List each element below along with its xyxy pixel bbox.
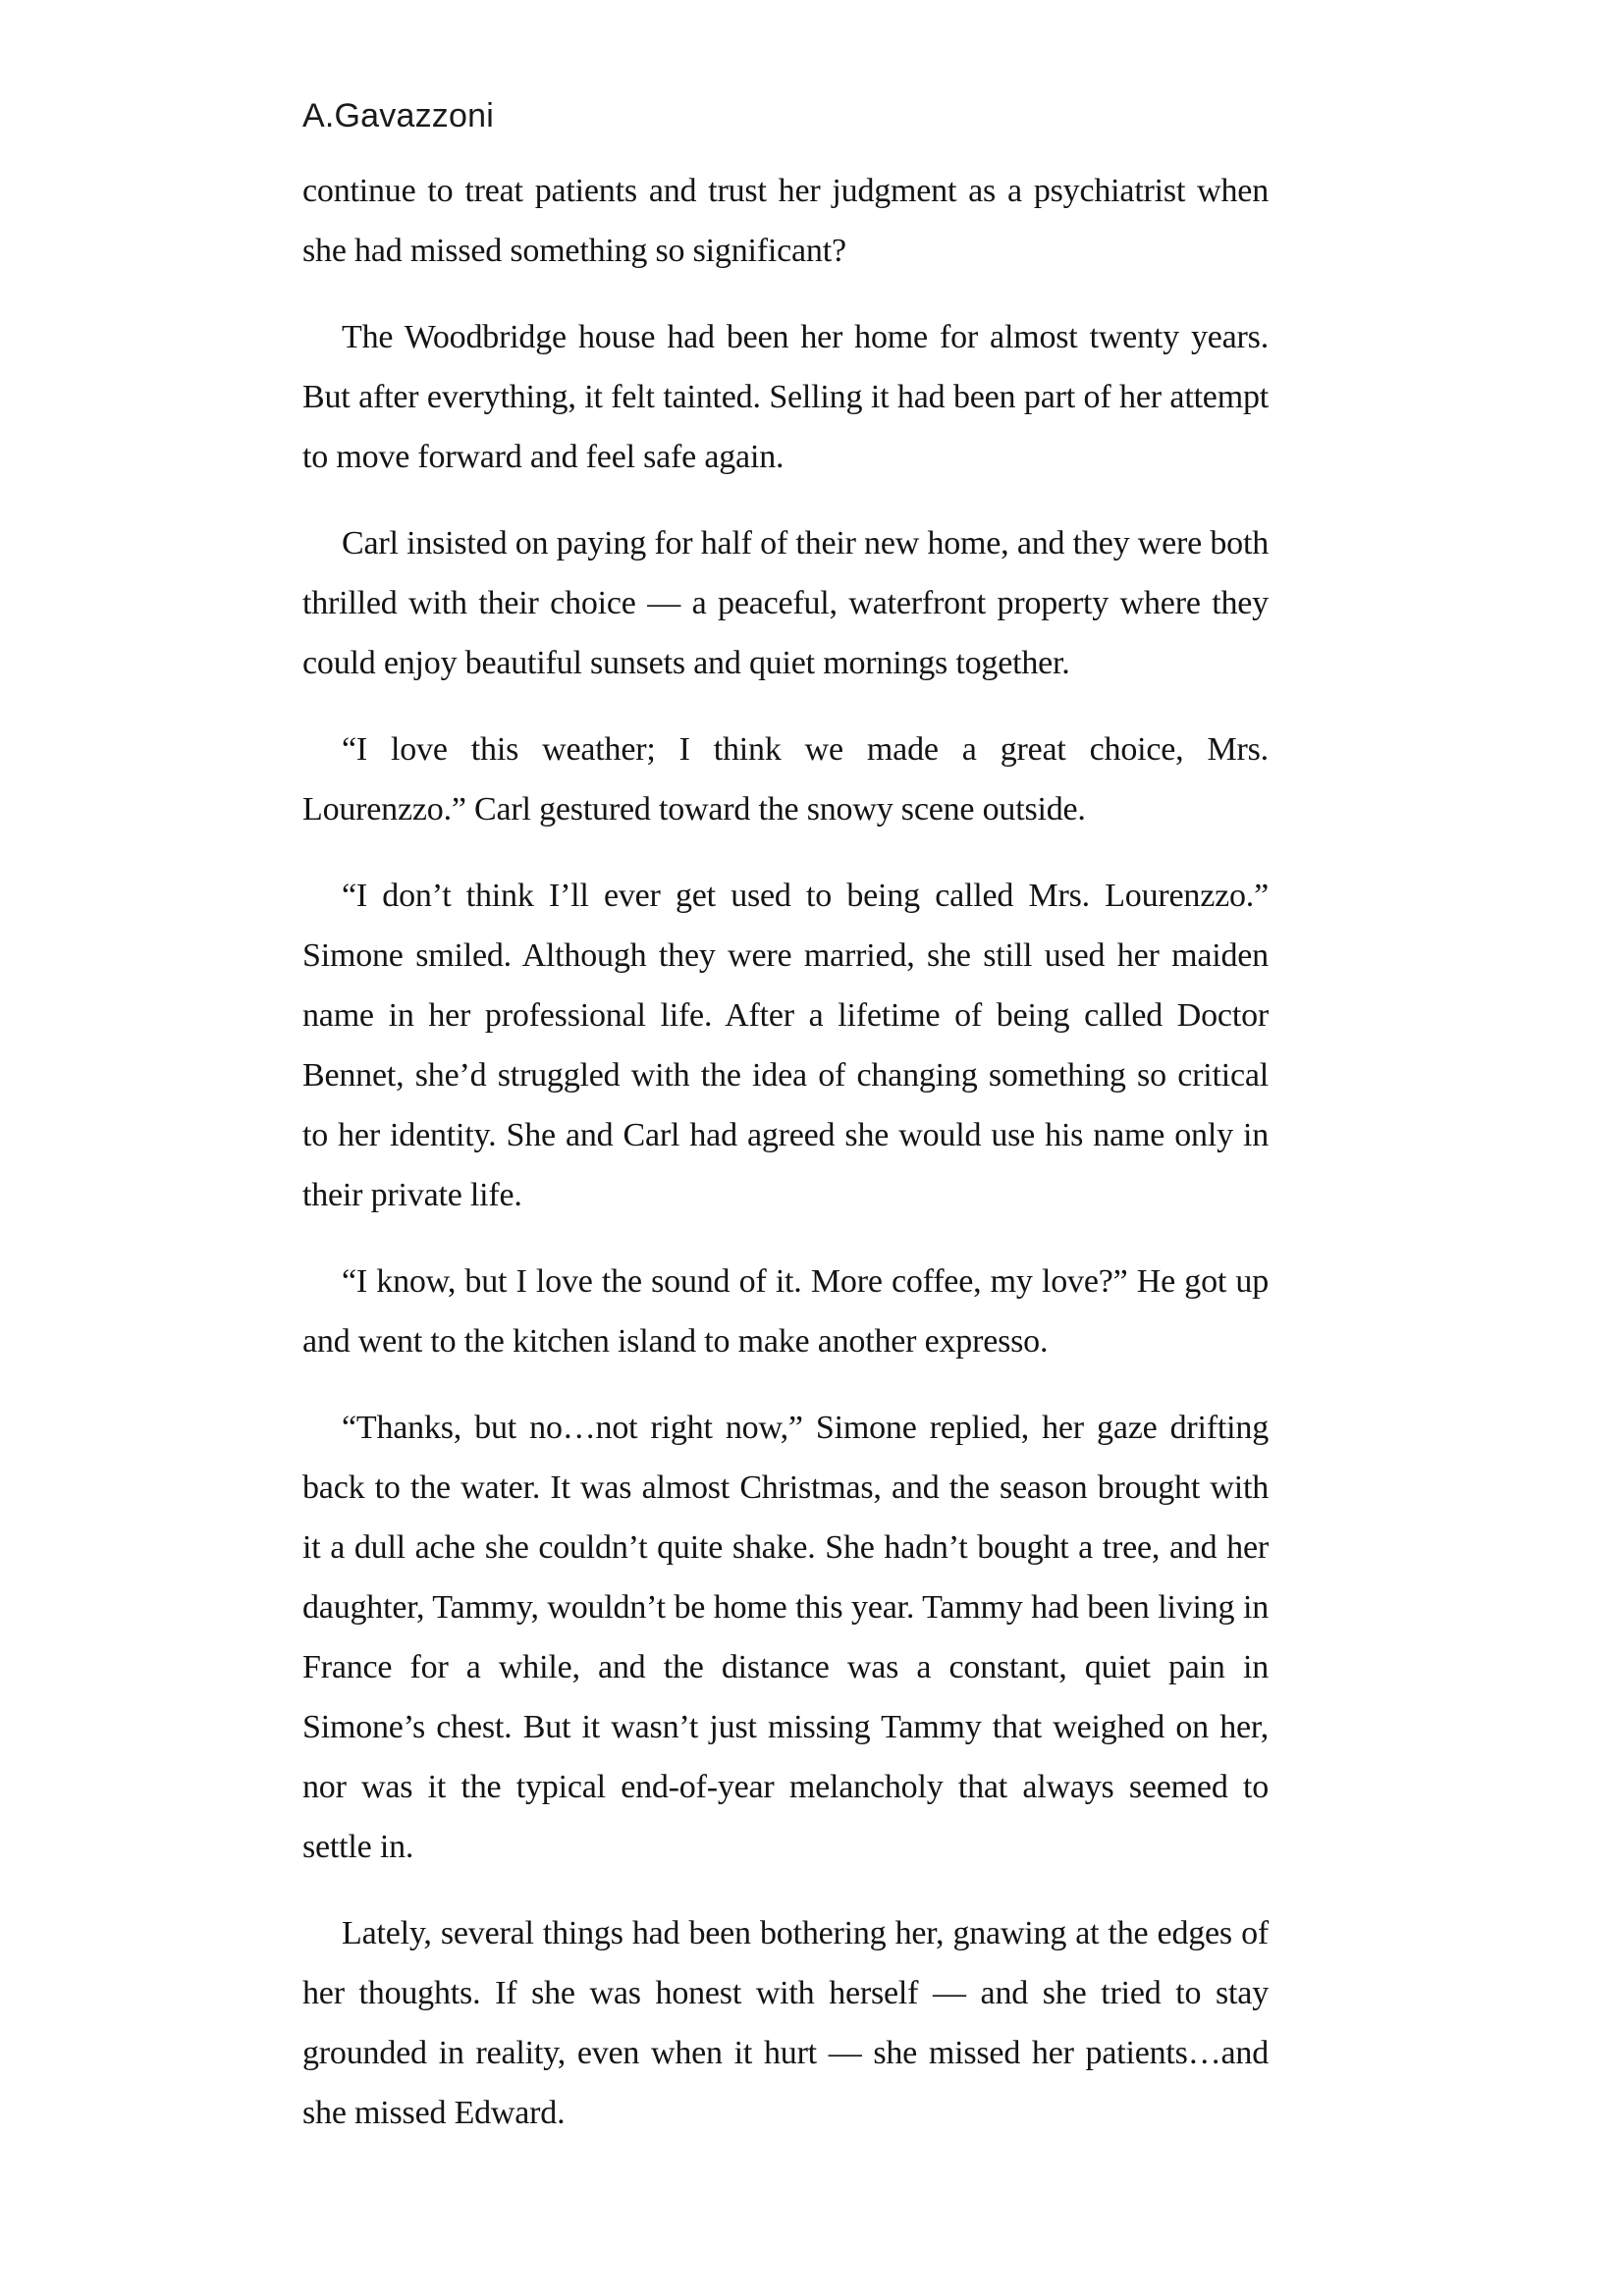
body-paragraph: “I don’t think I’ll ever get used to being called Mrs. Lourenzzo.” Simone smiled. Although they were married, she still used her maiden name in her professional life. After a lifetime of being called Doctor Bennet, she’d struggled with the idea of changing something so critical to her identity. She and Carl had agreed she would use his name only in their private life.: [302, 878, 1269, 1213]
body-paragraph: Lately, several things had been bothering her, gnawing at the edges of her thoughts. If she was honest with herself — and she tried to stay grounded in reality, even when it hurt — she missed her patients…and she missed Edward.: [302, 1915, 1269, 2131]
body-paragraph: The Woodbridge house had been her home for almost twenty years. But after everything, it felt tainted. Selling it had been part of her attempt to move forward and feel safe again.: [302, 319, 1269, 475]
body-paragraph: “Thanks, but no…not right now,” Simone replied, her gaze drifting back to the water. It was almost Christmas, and the season brought with it a dull ache she couldn’t quite shake. She hadn’t bought a tree, and her daughter, Tammy, wouldn’t be home this year. Tammy had been living in France for a while, and the distance was a constant, quiet pain in Simone’s chest. But it wasn’t just missing Tammy that weighed on her, nor was it the typical end-of-year melancholy that always seemed to settle in.: [302, 1410, 1269, 1865]
body-paragraph: continue to treat patients and trust her judgment as a psychiatrist when she had missed something so significant?: [302, 173, 1269, 269]
body-paragraph: “I love this weather; I think we made a great choice, Mrs. Lourenzzo.” Carl gestured toward the snowy scene outside.: [302, 731, 1269, 828]
body-paragraph: Carl insisted on paying for half of their new home, and they were both thrilled with their choice — a peaceful, waterfront property where they could enjoy beautiful sunsets and quiet mornings together.: [302, 525, 1269, 681]
body-paragraph: “I know, but I love the sound of it. More coffee, my love?” He got up and went to the kitchen island to make another expresso.: [302, 1263, 1269, 1360]
running-header-author: A.Gavazzoni: [302, 97, 494, 134]
page-text: [302, 161, 1269, 2169]
